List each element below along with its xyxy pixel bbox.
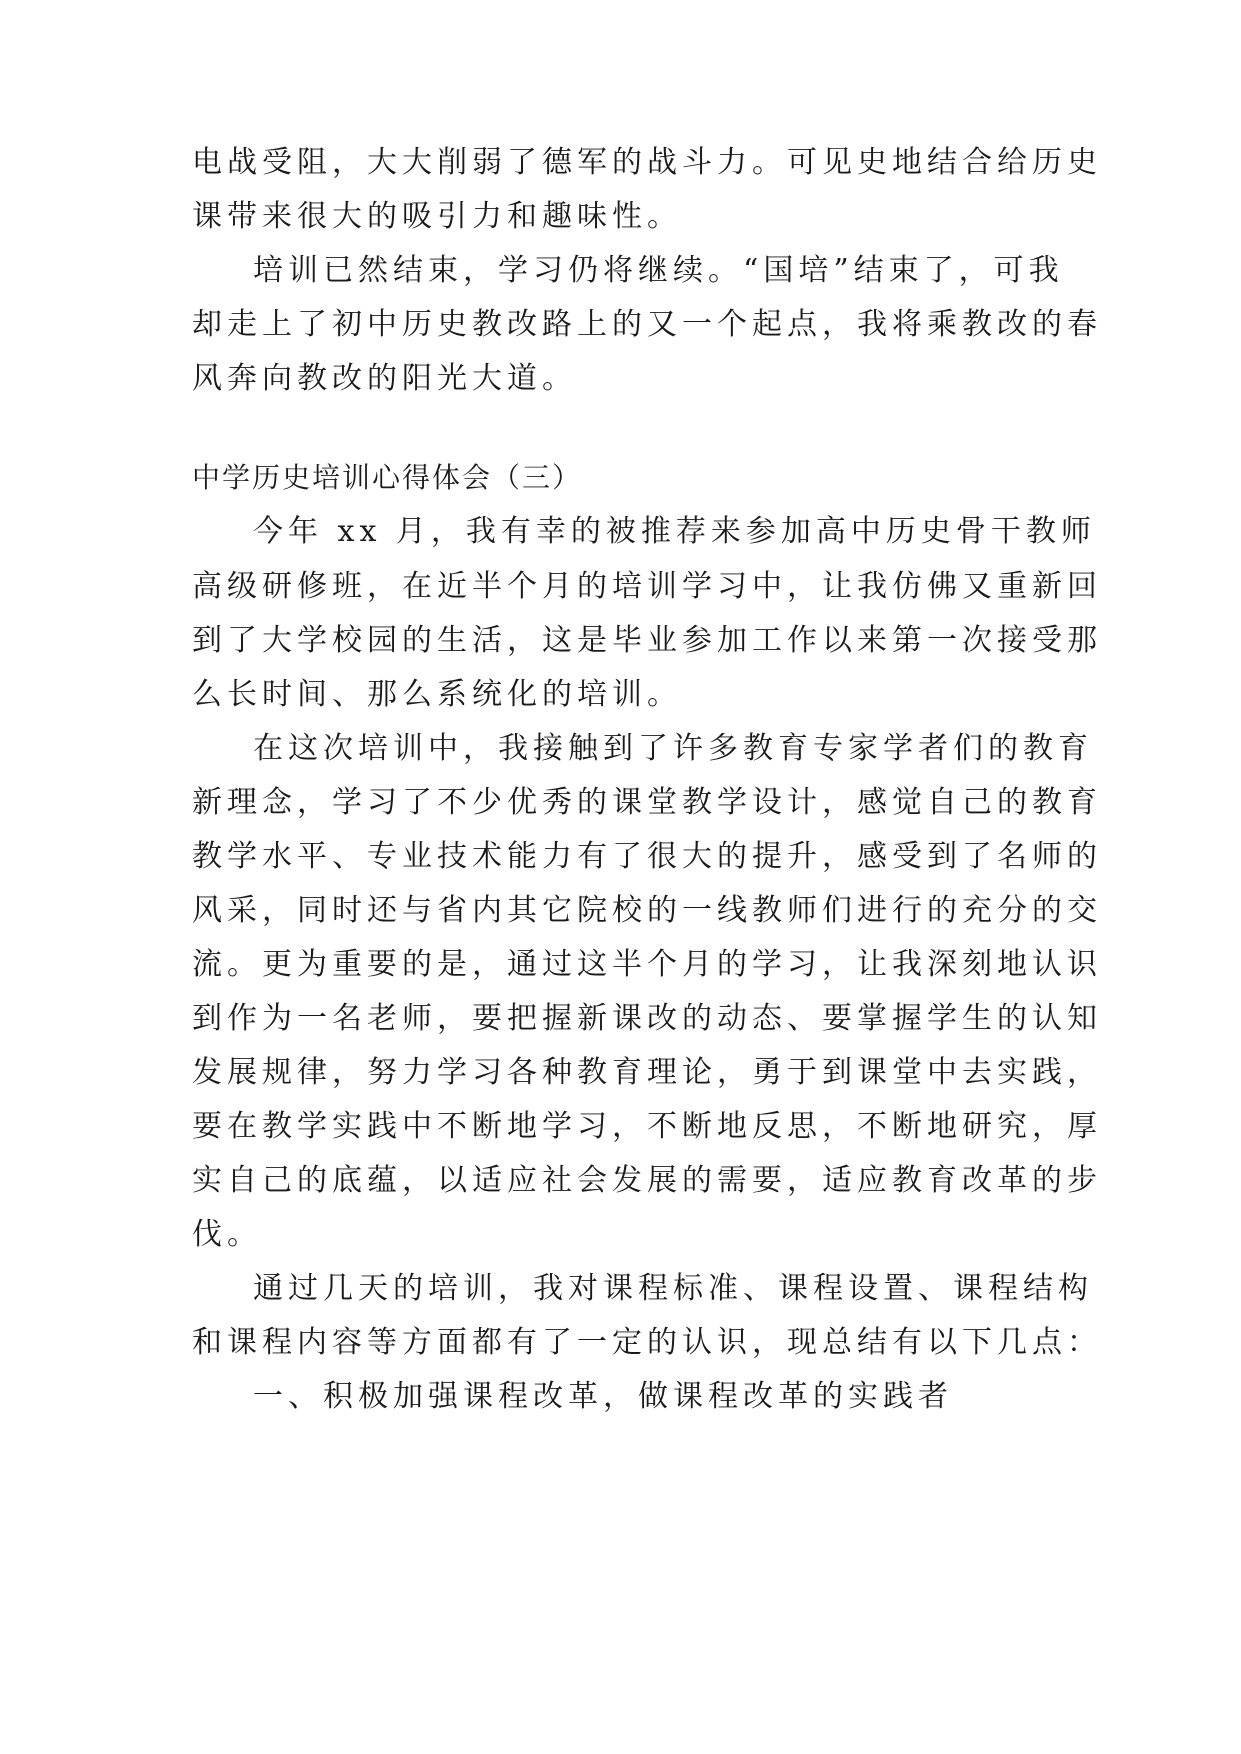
paragraph-line: 实自己的底蕴，以适应社会发展的需要，适应教育改革的步: [192, 1163, 1102, 1198]
paragraph-line: 到了大学校园的生活，这是毕业参加工作以来第一次接受那: [192, 623, 1102, 658]
section-title: 中学历史培训心得体会（三）: [192, 461, 583, 494]
paragraph-line: 在这次培训中，我接触到了许多教育专家学者们的教育: [253, 731, 1093, 766]
paragraph-line: 伐。: [192, 1217, 262, 1252]
paragraph-line: 和课程内容等方面都有了一定的认识，现总结有以下几点：: [192, 1325, 1102, 1360]
paragraph-line: 培训已然结束，学习仍将继续。“国培”结束了，可我: [253, 253, 1064, 288]
paragraph-line: 高级研修班，在近半个月的培训学习中，让我仿佛又重新回: [192, 569, 1102, 604]
paragraph-line: 今年 xx 月，我有幸的被推荐来参加高中历史骨干教师: [253, 514, 1096, 549]
paragraph-line: 么长时间、那么系统化的培训。: [192, 677, 682, 712]
paragraph-line: 到作为一名老师，要把握新课改的动态、要掌握学生的认知: [192, 1001, 1102, 1036]
paragraph-line: 发展规律，努力学习各种教育理论，勇于到课堂中去实践，: [192, 1055, 1102, 1090]
paragraph-line: 教学水平、专业技术能力有了很大的提升，感受到了名师的: [192, 839, 1102, 874]
paragraph-line: 风采，同时还与省内其它院校的一线教师们进行的充分的交: [192, 893, 1102, 928]
paragraph-line: 通过几天的培训，我对课程标准、课程设置、课程结构: [253, 1271, 1093, 1306]
paragraph-line: 电战受阻，大大削弱了德军的战斗力。可见史地结合给历史: [192, 145, 1102, 180]
paragraph-line: 新理念，学习了不少优秀的课堂教学设计，感觉自己的教育: [192, 785, 1102, 820]
list-item: 一、积极加强课程改革，做课程改革的实践者: [253, 1379, 953, 1414]
paragraph-line: 风奔向教改的阳光大道。: [192, 361, 577, 396]
paragraph-line: 却走上了初中历史教改路上的又一个起点，我将乘教改的春: [192, 307, 1102, 342]
paragraph-line: 要在教学实践中不断地学习，不断地反思，不断地研究，厚: [192, 1109, 1102, 1144]
paragraph-line: 流。更为重要的是，通过这半个月的学习，让我深刻地认识: [192, 947, 1102, 982]
paragraph-line: 课带来很大的吸引力和趣味性。: [192, 199, 682, 234]
